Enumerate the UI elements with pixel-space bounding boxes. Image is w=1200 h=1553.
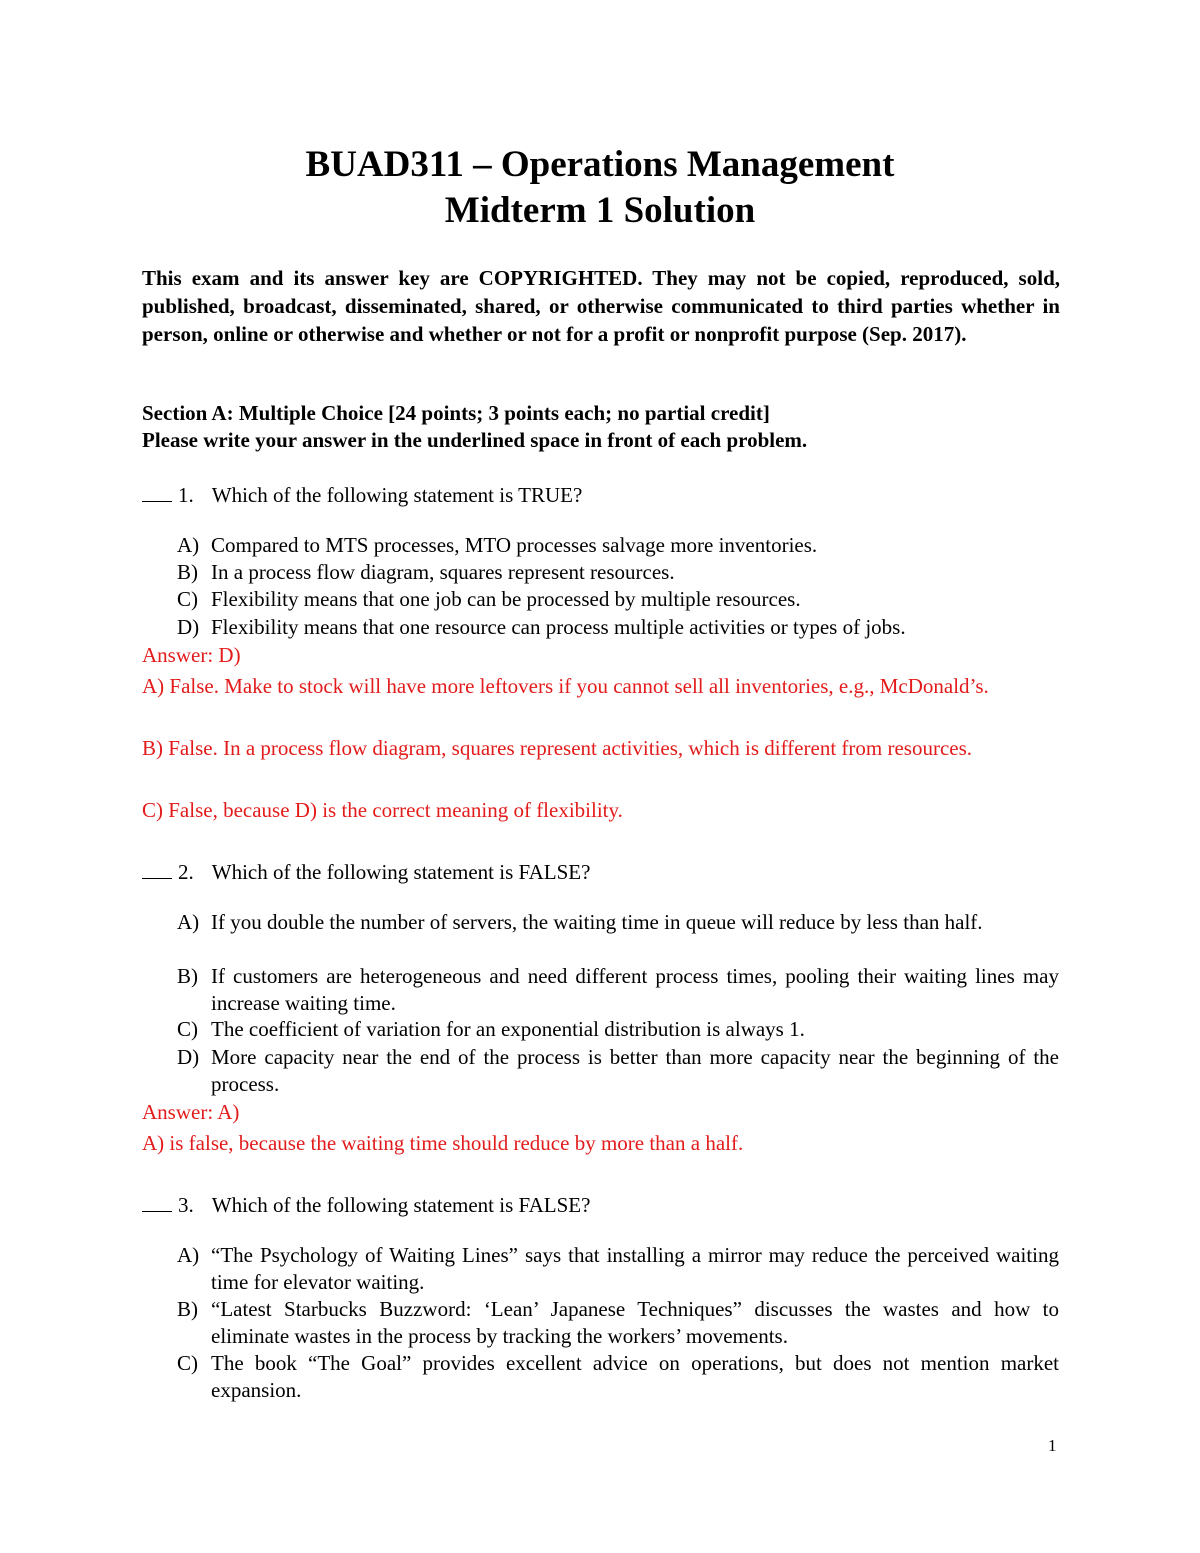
option-text: Flexibility means that one resource can process multiple activities or types of jobs. [211,615,906,639]
question-2 [142,858,590,886]
option-label: D) [177,1045,200,1069]
option-label: A) [177,1243,200,1267]
option-label: C) [177,587,198,611]
question-number: 1. [178,483,194,507]
question-3 [142,1191,590,1219]
option-text: If customers are heterogeneous and need different process times, pooling their waiting lines may increase waiting time. [211,964,1059,1015]
option-text: The book “The Goal” provides excellent advice on operations, but does not mention market expansion. [211,1351,1059,1402]
document-title: BUAD311 – Operations Management [305,144,895,185]
option-text: Compared to MTS processes, MTO processes salvage more inventories. [211,533,818,557]
option-1b [177,559,1059,586]
option-label: C) [177,1017,198,1041]
explanation-1a: A) False. Make to stock will have more leftovers if you cannot sell all inventories, e.g., McDonald’s. [142,674,989,698]
explanation-1c: C) False, because D) is the correct meaning of flexibility. [142,798,623,822]
question-prompt: Which of the following statement is TRUE? [211,483,583,507]
question-number: 3. [178,1193,194,1217]
question-prompt: Which of the following statement is FALSE? [211,860,591,884]
option-2d [177,1044,1059,1098]
copyright-notice: This exam and its answer key are COPYRIGHTED. They may not be copied, reproduced, sold, published, broadcast, disseminated, shared, or otherwise communicated to third parties whether in person, online or otherwise and whether or not for a profit or nonprofit purpose (Sep. 2017). [142,266,1060,346]
section-heading: Section A: Multiple Choice [24 points; 3 points each; no partial credit] [142,401,770,425]
option-3b [177,1296,1059,1350]
option-text: If you double the number of servers, the waiting time in queue will reduce by less than half. [211,910,983,934]
answer-blank[interactable] [142,858,172,879]
page-number: 1 [1048,1436,1057,1455]
option-2a [177,909,1059,936]
option-label: B) [177,560,198,584]
explanation-2a: A) is false, because the waiting time should reduce by more than a half. [142,1131,744,1155]
option-label: A) [177,533,200,557]
option-text: More capacity near the end of the process is better than more capacity near the beginning of the process. [211,1045,1059,1096]
option-1c [177,586,1059,613]
question-1 [142,481,582,509]
answer-blank[interactable] [142,1191,172,1212]
answer-blank[interactable] [142,481,172,502]
question-number: 2. [178,860,194,884]
option-text: Flexibility means that one job can be processed by multiple resources. [211,587,801,611]
option-label: C) [177,1351,198,1375]
document-subtitle: Midterm 1 Solution [444,190,756,231]
option-text: The coefficient of variation for an exponential distribution is always 1. [211,1017,805,1041]
option-text: “The Psychology of Waiting Lines” says that installing a mirror may reduce the perceived waiting time for elevator waiting. [211,1243,1059,1294]
option-text: In a process flow diagram, squares represent resources. [211,560,675,584]
option-label: A) [177,910,200,934]
question-prompt: Which of the following statement is FALSE? [211,1193,591,1217]
option-text: “Latest Starbucks Buzzword: ‘Lean’ Japanese Techniques” discusses the wastes and how to eliminate wastes in the process by tracking the workers’ movements. [211,1297,1059,1348]
option-3c [177,1350,1059,1404]
option-2b [177,963,1059,1017]
option-3a [177,1242,1059,1296]
answer-2: Answer: A) [142,1100,240,1124]
option-1d [177,614,1059,641]
option-label: B) [177,964,198,988]
option-1a [177,532,1059,559]
answer-1: Answer: D) [142,643,241,667]
section-instruction: Please write your answer in the underlined space in front of each problem. [142,428,808,452]
option-label: D) [177,615,200,639]
option-2c [177,1016,1059,1043]
explanation-1b: B) False. In a process flow diagram, squares represent activities, which is different from resources. [142,736,973,760]
option-label: B) [177,1297,198,1321]
